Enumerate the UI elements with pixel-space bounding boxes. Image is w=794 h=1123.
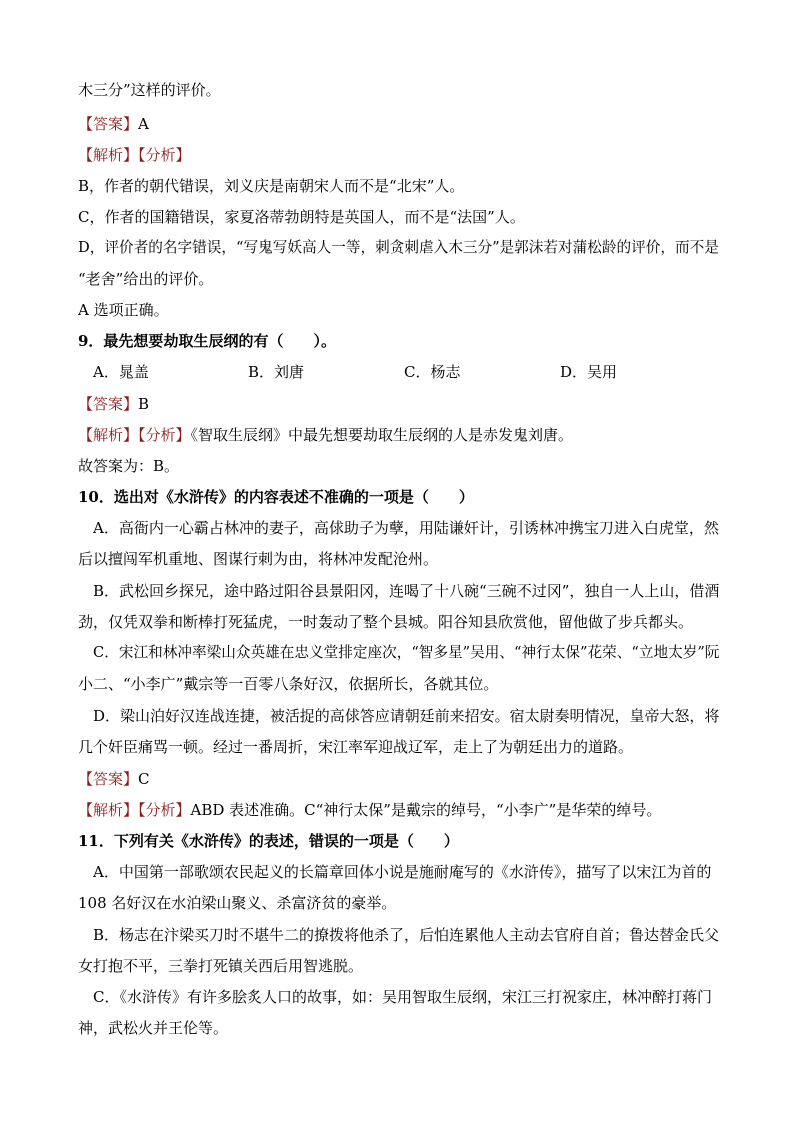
option-c: C．宋江和林冲率梁山众英雄在忠义堂排定座次，“智多星”吴用、“神行太保”花荣、“立地太岁”阮	[93, 644, 720, 661]
option-b: B．杨志在汴梁买刀时不堪牛二的撩拨将他杀了，后怕连累他人主动去官府自首；鲁达替金氏父	[93, 926, 720, 944]
text-line: “老舍”给出的评价。	[78, 270, 214, 288]
analysis-9	[78, 425, 573, 445]
option-a: A．高衙内一心霸占林冲的妻子，高俅助子为孽，用陆谦奸计，引诱林冲携宝刀进入白虎堂，然	[93, 519, 719, 537]
question-11: 11．下列有关《水浒传》的表述，错误的一项是（ ）	[78, 832, 459, 850]
answer-value: B	[138, 395, 150, 413]
text-line: B，作者的朝代错误，刘义庆是南朝宋人而不是“北宋”人。	[78, 177, 465, 195]
analysis-tag: 【解析】【分析】	[78, 426, 191, 444]
option-d: D．吴用	[560, 363, 618, 381]
analysis-tag: 【解析】【分析】	[78, 146, 191, 164]
answer-10	[78, 769, 150, 789]
option-c: C．杨志	[404, 363, 461, 381]
text-line: 木三分”这样的评价。	[78, 81, 221, 99]
text-line: C，作者的国籍错误，家夏洛蒂勃朗特是英国人，而不是“法国”人。	[78, 208, 525, 226]
option-a-cont: 108 名好汉在水泊梁山聚义、杀富济贫的豪举。	[78, 894, 397, 912]
option-a-cont: 后以擅闯军机重地、图谋行刺为由，将林冲发配沧州。	[78, 550, 439, 568]
analysis-10	[78, 800, 661, 820]
option-d: D．梁山泊好汉连战连捷，被活捉的高俅答应请朝廷前来招安。宿太尉奏明情况，皇帝大怒，将	[93, 707, 720, 725]
analysis-tag: 【解析】【分析】	[78, 801, 191, 819]
answer-tag: 【答案】	[78, 770, 139, 788]
option-b: B．刘唐	[248, 363, 305, 381]
option-b: B．武松回乡探兄，途中路过阳谷县景阳冈，连喝了十八碗“三碗不过冈”，独自一人上山，借酒	[93, 582, 720, 600]
option-c-cont: 神，武松火并王伦等。	[78, 1019, 229, 1037]
option-c: C．《水浒传》有许多脍炙人口的故事，如：吴用智取生辰纲，宋江三打祝家庄，林冲醉打蒋门	[93, 988, 712, 1006]
option-c-cont: 小二、“小李广”戴宗等一百零八条好汉，依据所长，各就其位。	[78, 675, 499, 693]
option-a: A．晁盖	[93, 363, 149, 381]
question-10: 10．选出对《水浒传》的内容表述不准确的一项是（ ）	[78, 488, 474, 506]
text-line: A 选项正确。	[78, 301, 169, 319]
answer-value: C	[138, 770, 150, 788]
option-d-cont: 几个奸臣痛骂一顿。经过一番周折，宋江率军迎战辽军，走上了为朝廷出力的道路。	[78, 738, 634, 756]
question-9: 9．最先想要劫取生辰纲的有（ ）。	[78, 332, 336, 350]
answer-tag: 【答案】	[78, 115, 139, 133]
option-b-cont: 女打抱不平，三拳打死镇关西后用智逃脱。	[78, 957, 364, 975]
answer-8	[78, 114, 149, 134]
text-line: D，评价者的名字错误，“写鬼写妖高人一等，刺贪刺虐入木三分”是郭沫若对蒲松龄的评价，而不是	[78, 239, 719, 256]
text-line: 故答案为：B。	[78, 457, 180, 475]
option-b-cont: 劲，仅凭双拳和断棒打死猛虎，一时轰动了整个县城。阳谷知县欣赏他，留他做了步兵都头。	[78, 613, 694, 631]
option-a: A．中国第一部歌颂农民起义的长篇章回体小说是施耐庵写的《水浒传》，描写了以宋江为首的	[93, 863, 712, 881]
answer-value: A	[138, 115, 149, 133]
analysis-text: 《智取生辰纲》中最先想要劫取生辰纲的人是赤发鬼刘唐。	[190, 426, 574, 444]
answer-9	[78, 394, 149, 414]
answer-tag: 【答案】	[78, 395, 139, 413]
analysis-text: ABD 表述准确。C“神行太保”是戴宗的绰号，“小李广”是华荣的绰号。	[190, 801, 662, 819]
